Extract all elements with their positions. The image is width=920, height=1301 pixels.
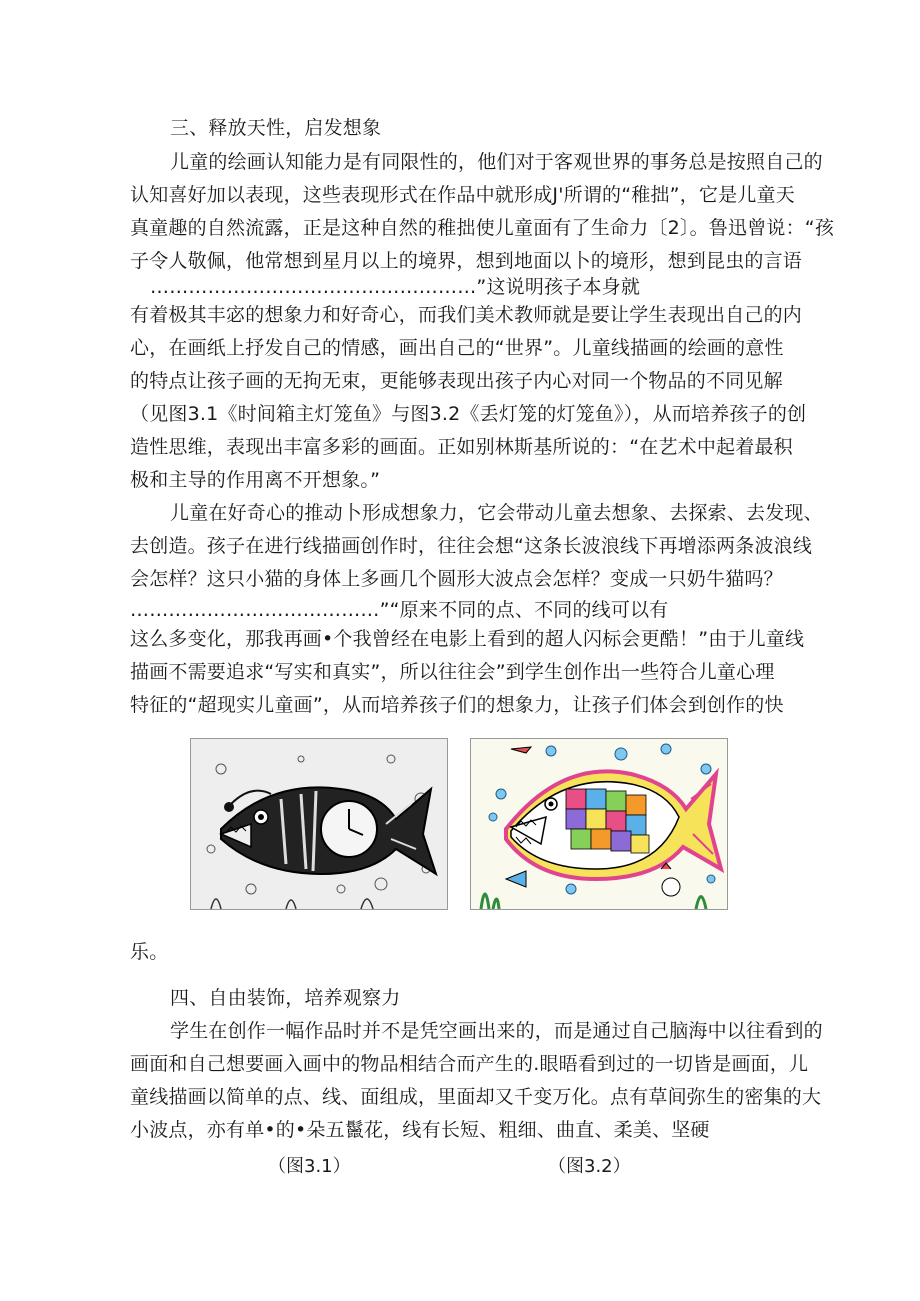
paragraph-line: 画面和自己想要画入画中的物品相结合而产生的.眼晤看到过的一切皆是画面，儿 [130,1053,809,1075]
paragraph-line: 这么多变化，那我再画•个我曾经在电影上看到的超人闪标会更酷！”由于儿童线 [130,628,805,650]
paragraph-line: 有着极其丰宓的想象力和好奇心，而我们美术教师就是要让学生表现出自己的内 [130,304,803,326]
paragraph-line: 学生在创作一幅作品时并不是凭空画出来的，而是通过自己脑海中以往看到的 [170,1020,823,1042]
paragraph-line: 极和主导的作用离不开想象。” [130,469,381,491]
figure-3-2-image [470,738,728,910]
paragraph-line: 心，在画纸上抒发自己的情感，画出自己的“世界”。儿童线描画的绘画的意性 [130,337,784,359]
section-3-heading: 三、释放天性，启发想象 [170,117,382,139]
paragraph-line: …………………………………”“原来不同的点、不同的线可以有 [130,599,669,621]
paragraph-line: 会怎样？这只小猫的身体上多画几个圆形大波点会怎样？变成一只奶牛猫吗？ [130,568,783,590]
paragraph-line: 描画不需要追求“写实和真实”，所以往往会”到学生创作出一些符合儿童心理 [130,661,775,683]
figure-3-1-image [190,738,448,910]
paragraph-line: （见图3.1《时间箱主灯笼鱼》与图3.2《丢灯笼的灯笼鱼》），从而培养孩子的创 [130,403,807,425]
paragraph-line: 乐。 [130,941,169,963]
paragraph-line: 小波点，亦有单•的•朵五鬣花，线有长短、粗细、曲直、柔美、坚硬 [130,1119,710,1141]
paragraph-line: ……………………………………………”这说明孩子本身就 [150,276,641,298]
paragraph-line: 特征的“超现实儿童画”，从而培养孩子们的想象力，让孩子们体会到创作的快 [130,694,784,716]
paragraph-line: 子令人敬佩，他常想到星月以上的境界，想到地面以卜的境形，想到昆虫的言语 [130,250,803,272]
paragraph-line: 认知喜好加以表现，这些表现形式在作品中就形成J'所谓的“稚拙”，它是儿童天 [130,184,795,206]
figure-3-2-caption: （图3.2） [548,1156,631,1177]
paragraph-line: 去创造。孩子在进行线描画创作时，往往会想“这条长波浪线下再增添两条波浪线 [130,535,813,557]
paragraph-line: 儿童的绘画认知能力是有同限性的，他们对于客观世界的事务总是按照自己的 [170,151,823,173]
paragraph-line: 儿童在好奇心的推动卜形成想象力，它会带动儿童去想象、去探索、去发现、 [170,502,823,524]
paragraph-line: 真童趣的自然流露，正是这种自然的稚拙使儿童面有了生命力〔2〕。鲁迅曾说：“孩 [130,217,835,239]
section-4-heading: 四、自由装饰，培养观察力 [170,987,401,1009]
lantern-fish-color-drawing [471,739,727,909]
lantern-fish-bw-drawing [191,739,447,909]
paragraph-line: 童线描画以简单的点、线、面组成，里面却又千变万化。点有草间弥生的密集的大 [130,1086,822,1108]
paragraph-line: 造性思维，表现出丰富多彩的画面。正如别林斯基所说的：“在艺术中起着最积 [130,436,793,458]
figure-3-1-caption: （图3.1） [268,1156,351,1177]
paragraph-line: 的特点让孩子画的无拘无束，更能够表现出孩子内心对同一个物品的不同见解 [130,370,783,392]
